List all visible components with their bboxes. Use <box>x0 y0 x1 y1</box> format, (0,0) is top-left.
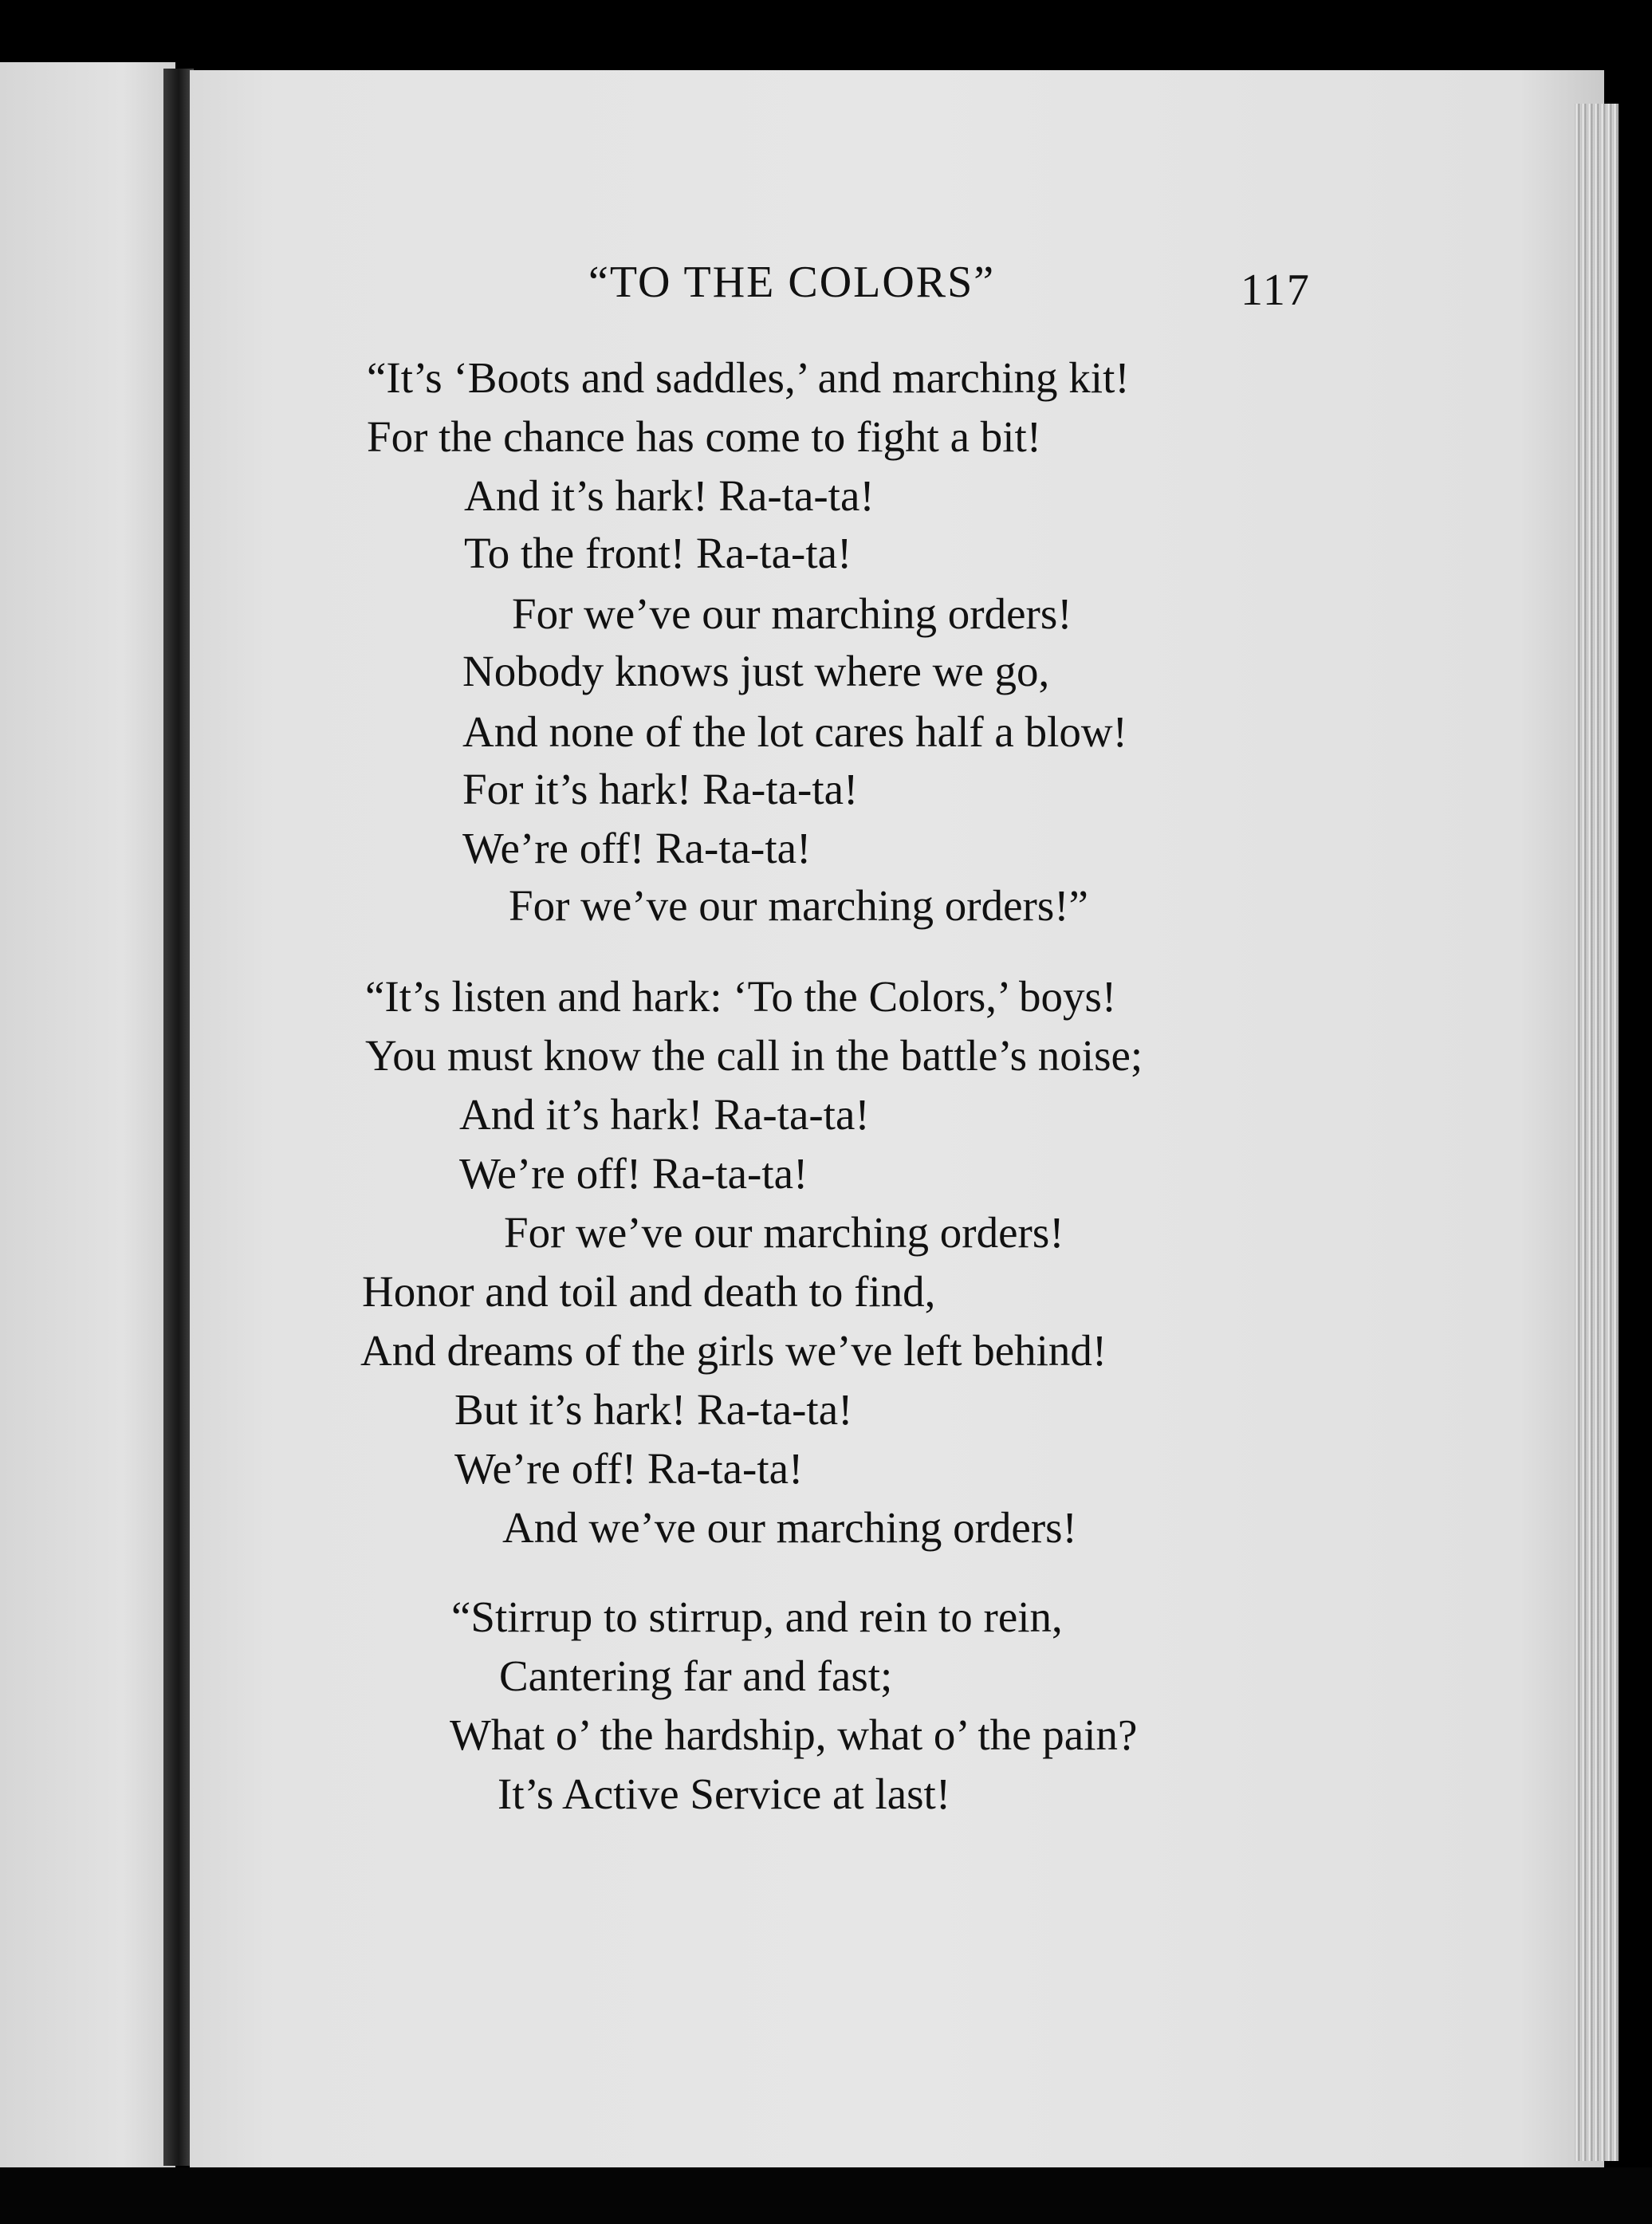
poem-line: But it’s hark! Ra-ta-ta! <box>454 1385 853 1434</box>
poem-line: We’re off! Ra-ta-ta! <box>454 1444 804 1493</box>
poem-line: It’s Active Service at last! <box>498 1769 951 1818</box>
poem-line: And dreams of the girls we’ve left behind! <box>360 1326 1107 1375</box>
poem-line: For we’ve our marching orders! <box>512 589 1072 638</box>
poem-line: For we’ve our marching orders! <box>504 1208 1064 1257</box>
poem-line: Cantering far and fast; <box>499 1651 893 1700</box>
page-block-edge <box>1575 104 1619 2161</box>
poem-line: And we’ve our marching orders! <box>502 1503 1077 1552</box>
poem-line: You must know the call in the battle’s noise; <box>365 1031 1143 1080</box>
running-head: “TO THE COLORS” <box>588 258 996 307</box>
poem-line: For it’s hark! Ra-ta-ta! <box>462 765 859 813</box>
poem-line: We’re off! Ra-ta-ta! <box>459 1149 808 1198</box>
poem-line: Honor and toil and death to find, <box>362 1267 936 1316</box>
poem-line: “It’s ‘Boots and saddles,’ and marching kit! <box>367 353 1130 402</box>
poem-line: And it’s hark! Ra-ta-ta! <box>464 471 875 520</box>
poem-line: “Stirrup to stirrup, and rein to rein, <box>451 1592 1063 1641</box>
poem-line: To the front! Ra-ta-ta! <box>464 529 852 577</box>
page-number: 117 <box>1241 266 1311 315</box>
poem-line: “It’s listen and hark: ‘To the Colors,’ boys! <box>365 972 1117 1021</box>
poem-line: And it’s hark! Ra-ta-ta! <box>459 1090 870 1139</box>
poem-line: And none of the lot cares half a blow! <box>462 707 1127 756</box>
poem-line: For we’ve our marching orders!” <box>509 881 1088 930</box>
poem-line: For the chance has come to fight a bit! <box>367 412 1042 461</box>
poem-line: Nobody knows just where we go, <box>462 647 1050 695</box>
scan-border <box>0 2167 1652 2224</box>
poem-line: What o’ the hardship, what o’ the pain? <box>450 1710 1138 1759</box>
previous-page-edge <box>0 62 175 2167</box>
poem-line: We’re off! Ra-ta-ta! <box>462 824 812 872</box>
